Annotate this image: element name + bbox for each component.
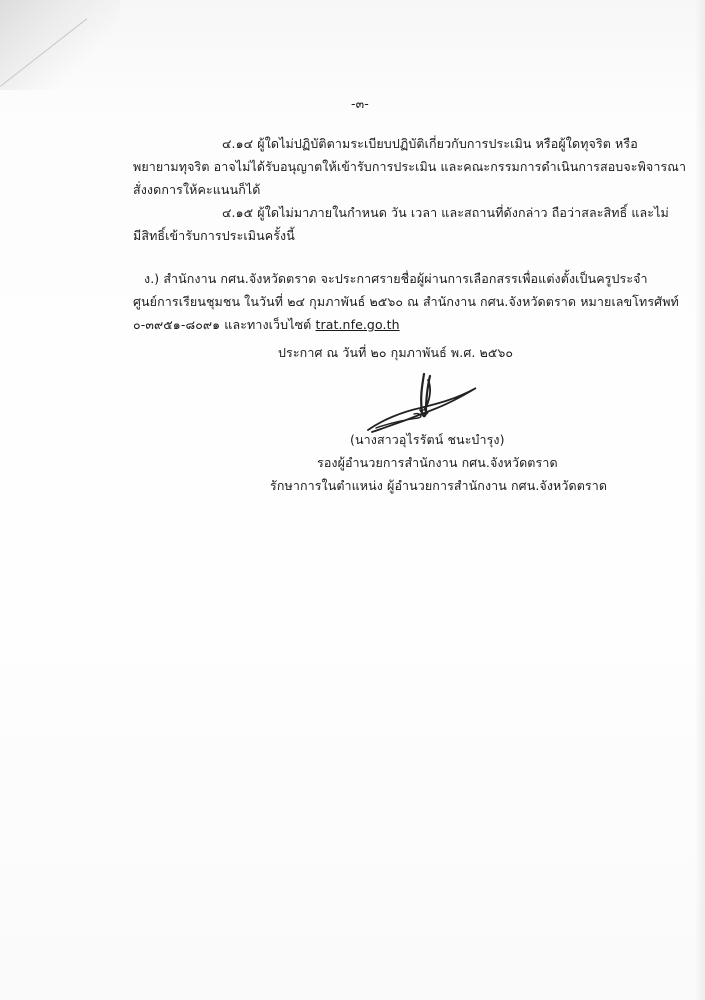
announcement-date: ประกาศ ณ วันที่ ๒๐ กุมภาพันธ์ พ.ศ. ๒๕๖๐ xyxy=(278,345,514,360)
page-fold-shadow xyxy=(0,0,120,90)
signer-acting-position: รักษาการในตำแหน่ง ผู้อำนวยการสำนักงาน กศน.จังหวัดตราด xyxy=(270,478,608,493)
item-4-14-line3: สั่งงดการให้คะแนนก็ได้ xyxy=(133,182,261,197)
item-4-14-line2: พยายามทุจริต อาจไม่ได้รับอนุญาตให้เข้ารับการประเมิน และคณะกรรมการดำเนินการสอบจะพิจารณา xyxy=(133,159,687,174)
item-4-14-line1: ๔.๑๔ ผู้ใดไม่ปฏิบัติตามระเบียบปฏิบัติเกี่ยวกับการประเมิน หรือผู้ใดทุจริต หรือ xyxy=(222,136,638,151)
item-4-15-line1: ๔.๑๕ ผู้ใดไม่มาภายในกำหนด วัน เวลา และสถานที่ดังกล่าว ถือว่าสละสิทธิ์ และไม่ xyxy=(222,205,669,220)
signer-position: รองผู้อำนวยการสำนักงาน กศน.จังหวัดตราด xyxy=(317,455,558,470)
item-4-15-line2: มีสิทธิ์เข้ารับการประเมินครั้งนี้ xyxy=(133,228,295,243)
item-d-line3 xyxy=(133,317,400,333)
item-d-line2: ศูนย์การเรียนชุมชน ในวันที่ ๒๔ กุมภาพันธ์ ๒๕๖๐ ณ สำนักงาน กศน.จังหวัดตราด หมายเลขโทรศัพท์ xyxy=(133,294,679,309)
website-link[interactable]: trat.nfe.go.th xyxy=(315,317,400,332)
page-number: -๓- xyxy=(351,96,369,111)
signer-name: (นางสาวอุไรรัตน์ ชนะบำรุง) xyxy=(350,432,505,447)
handwritten-signature xyxy=(362,368,482,438)
contact-phone-text: ๐-๓๙๕๑-๘๐๙๑ และทางเว็บไซต์ xyxy=(133,317,316,332)
item-d-line1: ง.) สำนักงาน กศน.จังหวัดตราด จะประกาศรายชื่อผู้ผ่านการเลือกสรรเพื่อแต่งตั้งเป็นครูประจำ xyxy=(144,271,648,286)
page-edge-shadow xyxy=(695,0,705,1000)
